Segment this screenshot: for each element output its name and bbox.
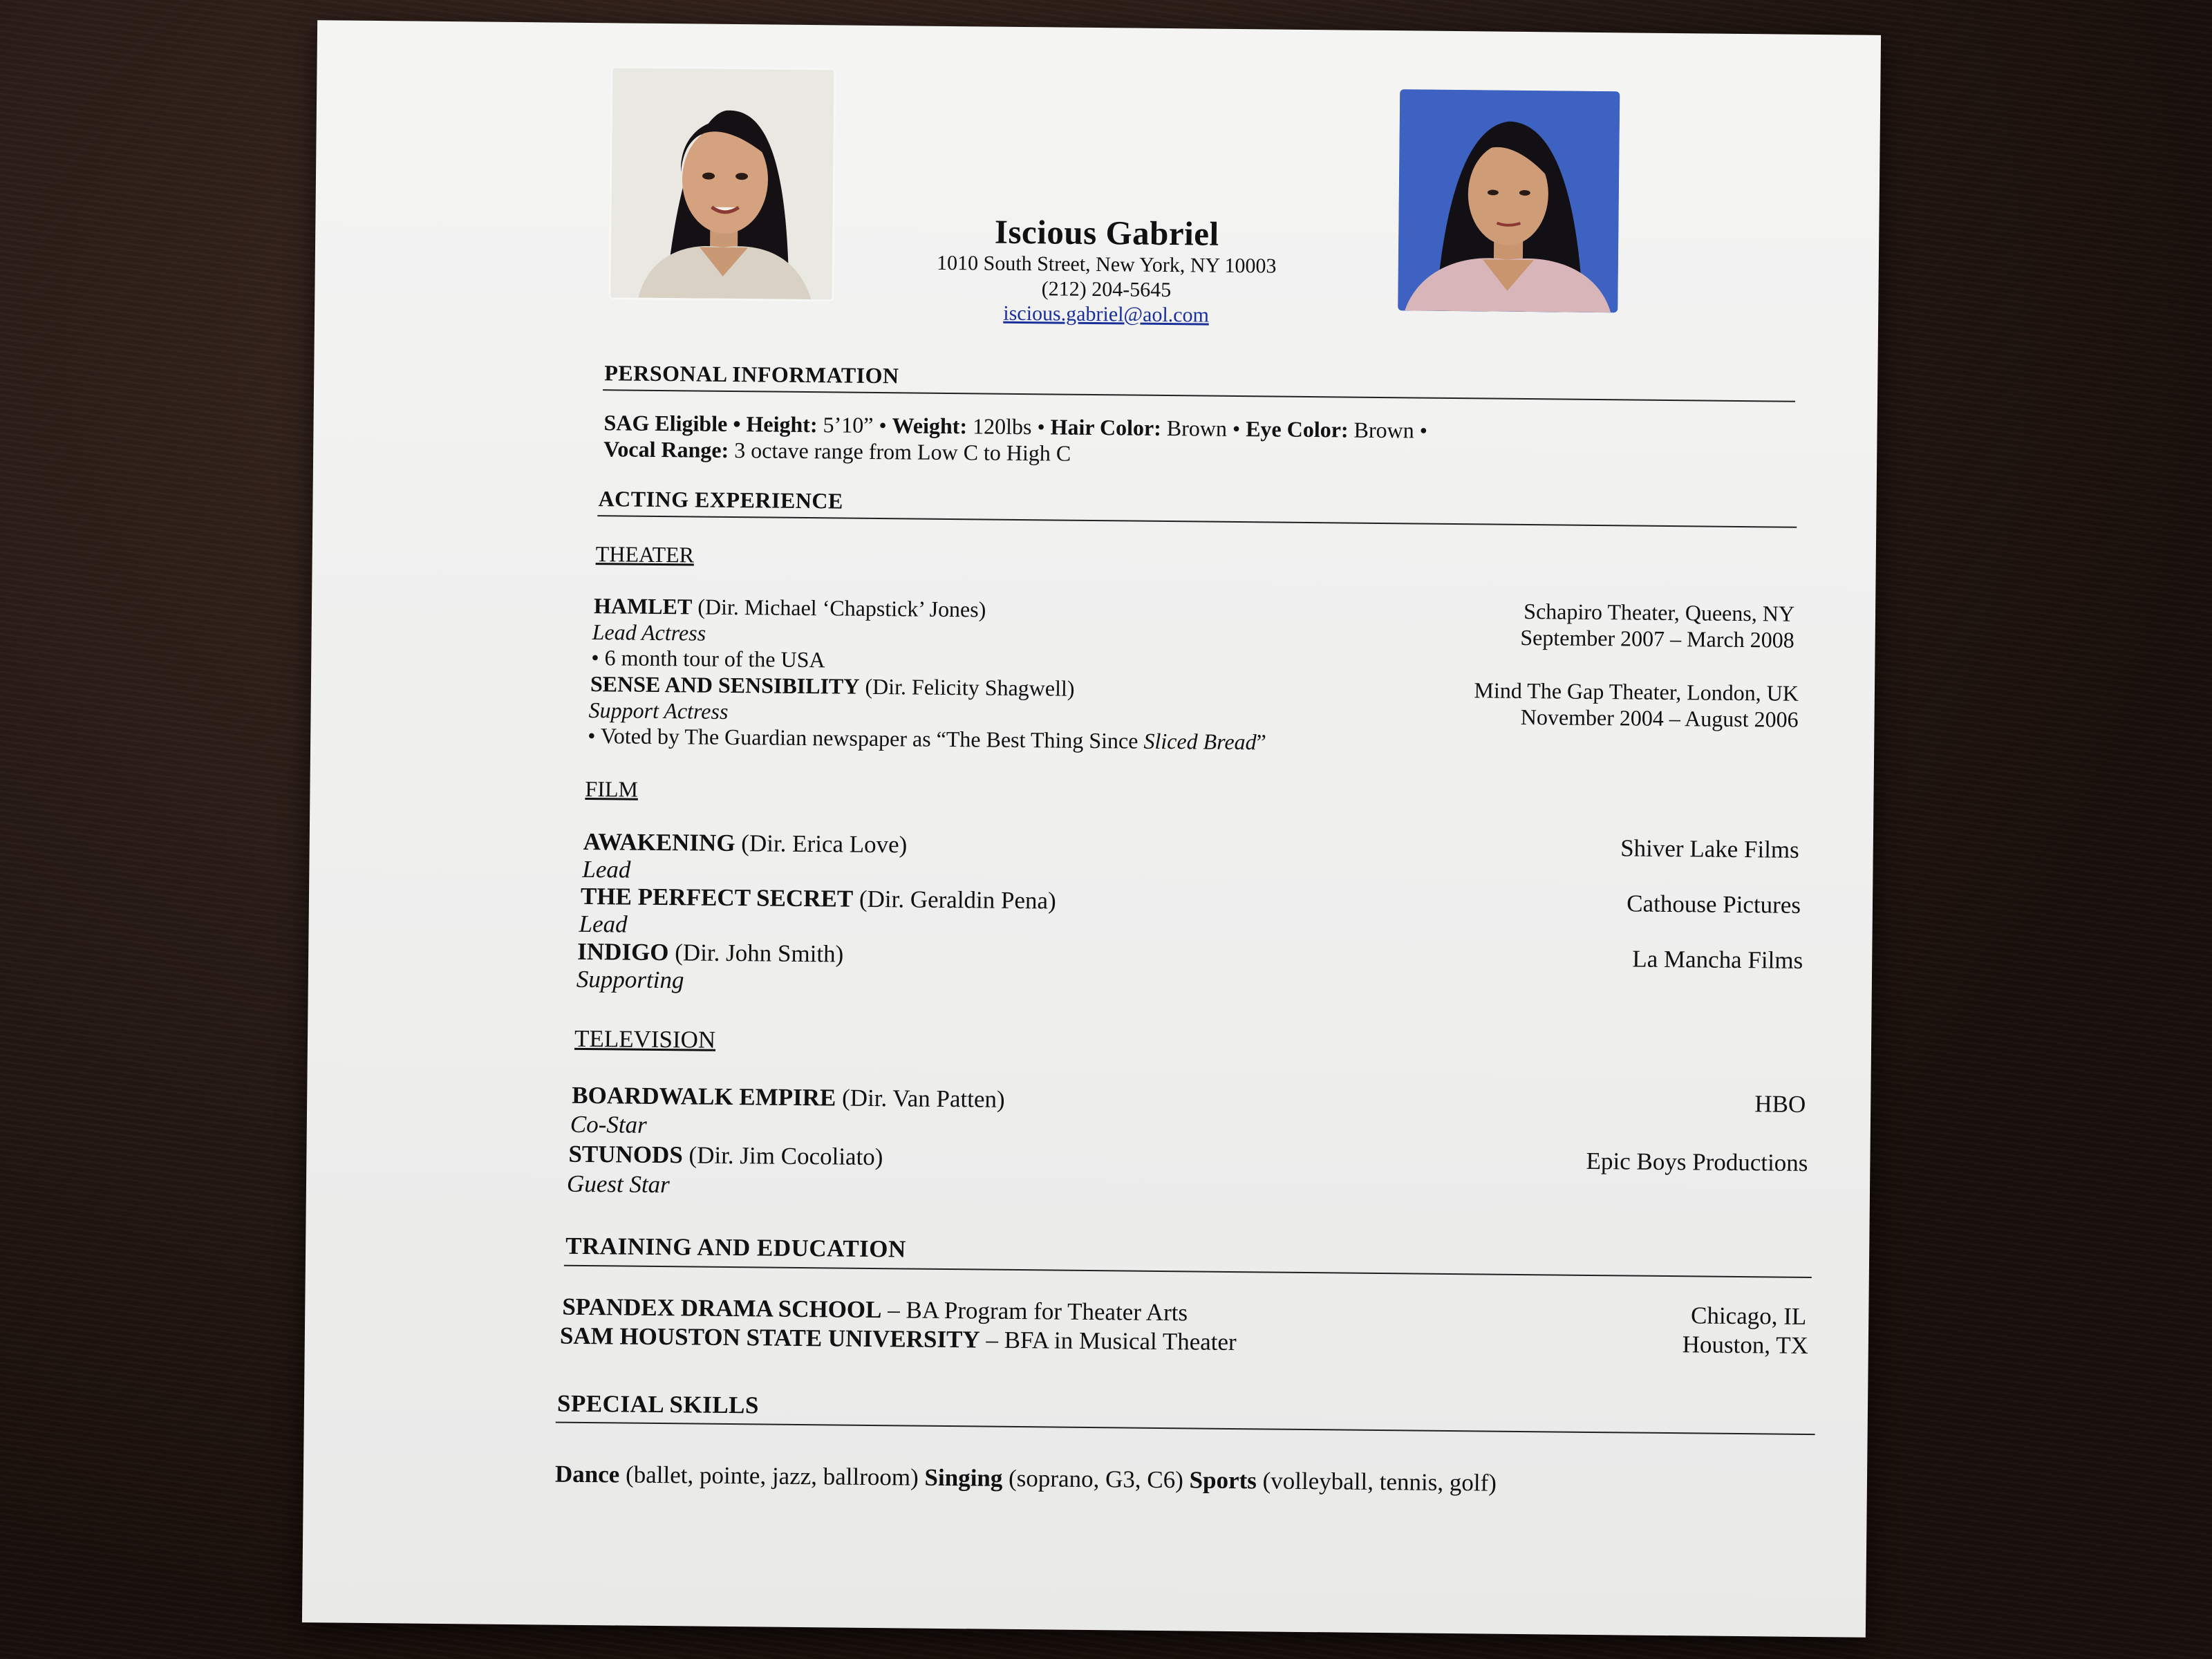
theater-credit-sense-and-sensibility: [590, 671, 1075, 702]
role: Lead Actress: [592, 619, 706, 646]
role: Supporting: [576, 965, 684, 994]
skill-detail: (ballet, pointe, jazz, ballroom): [619, 1461, 925, 1491]
note-italic-text: Sliced Bread: [1143, 728, 1257, 755]
headshot-photo-left: [608, 66, 836, 301]
role: Guest Star: [566, 1170, 670, 1199]
note-closing-quote: ”: [1256, 729, 1267, 755]
school-location: Houston, TX: [1682, 1331, 1809, 1359]
school-name: SPANDEX DRAMA SCHOOL: [562, 1293, 882, 1324]
program: – BA Program for Theater Arts: [881, 1296, 1188, 1327]
headshot-photo-right: [1398, 89, 1620, 312]
production-title: INDIGO: [577, 937, 669, 966]
production-title: STUNODS: [568, 1140, 683, 1169]
subheading-theater: THEATER: [595, 541, 695, 568]
vocal-range-label: Vocal Range:: [603, 436, 729, 462]
production-title: BOARDWALK EMPIRE: [572, 1081, 836, 1112]
school-name: SAM HOUSTON STATE UNIVERSITY: [559, 1322, 980, 1353]
production-title: THE PERFECT SECRET: [580, 882, 854, 912]
role: Co-Star: [570, 1110, 647, 1138]
director: (Dir. Felicity Shagwell): [859, 673, 1075, 701]
section-heading-personal: PERSONAL INFORMATION: [604, 360, 899, 388]
eye-color-label: Eye Color:: [1246, 416, 1349, 442]
note-text: • Voted by The Guardian newspaper as “The Best Thing Since: [588, 722, 1144, 753]
skill-detail: (soprano, G3, C6): [1002, 1464, 1190, 1494]
program: – BFA in Musical Theater: [980, 1326, 1237, 1356]
candidate-name: Iscious Gabriel: [994, 212, 1219, 253]
resume-page: [302, 20, 1881, 1638]
weight-value: 120lbs •: [966, 413, 1051, 440]
sag-height-label: SAG Eligible • Height:: [603, 410, 818, 438]
section-heading-acting: ACTING EXPERIENCE: [598, 486, 844, 514]
credit-note: • 6 month tour of the USA: [591, 645, 825, 673]
vocal-range-line: [603, 436, 1071, 466]
education-entry: [562, 1293, 1188, 1327]
education-entry: [560, 1322, 1237, 1356]
height-value: 5’10” •: [817, 412, 892, 438]
production-title: HAMLET: [593, 593, 693, 619]
section-rule: [556, 1422, 1815, 1435]
director: (Dir. Erica Love): [735, 830, 908, 859]
film-credit: [583, 828, 908, 859]
skill-label: Singing: [924, 1463, 1003, 1492]
section-rule: [564, 1265, 1812, 1278]
production-title: SENSE AND SENSIBILITY: [590, 671, 860, 699]
section-heading-skills: SPECIAL SKILLS: [556, 1389, 760, 1419]
studio: La Mancha Films: [1632, 945, 1803, 974]
film-credit: [581, 883, 1056, 915]
network: HBO: [1754, 1090, 1806, 1118]
email-link[interactable]: iscious.gabriel@aol.com: [1003, 301, 1210, 327]
address: 1010 South Street, New York, NY 10003: [936, 251, 1277, 278]
credit-note: [588, 723, 1266, 755]
studio: Cathouse Pictures: [1627, 890, 1801, 919]
director: (Dir. Van Patten): [836, 1084, 1005, 1113]
headshot-illustration-right: [1398, 89, 1620, 312]
production-title: AWAKENING: [583, 827, 735, 857]
tv-credit: [568, 1141, 883, 1171]
director: (Dir. Geraldin Pena): [853, 885, 1056, 915]
venue: Schapiro Theater, Queens, NY: [1524, 598, 1795, 626]
dates: September 2007 – March 2008: [1520, 624, 1794, 653]
weight-label: Weight:: [892, 413, 968, 439]
hair-color-label: Hair Color:: [1050, 414, 1162, 440]
skill-label: Dance: [554, 1460, 620, 1488]
subheading-film: FILM: [585, 776, 639, 802]
eye-color-value: Brown •: [1348, 417, 1428, 443]
vocal-range-value: 3 octave range from Low C to High C: [729, 437, 1071, 466]
role: Lead: [582, 855, 631, 883]
director: (Dir. John Smith): [668, 939, 844, 968]
venue: Mind The Gap Theater, London, UK: [1474, 677, 1799, 706]
hair-color-value: Brown •: [1161, 415, 1246, 442]
skill-label: Sports: [1189, 1466, 1257, 1494]
tv-credit: [572, 1082, 1005, 1114]
studio: Shiver Lake Films: [1620, 834, 1799, 863]
subheading-television: TELEVISION: [574, 1024, 716, 1053]
special-skills-line: [555, 1461, 1497, 1497]
headshot-illustration-left: [610, 68, 834, 299]
role: Support Actress: [588, 697, 729, 724]
film-credit: [577, 938, 843, 968]
section-rule: [603, 389, 1795, 402]
theater-credit-hamlet: [594, 593, 986, 622]
phone-number: (212) 204-5645: [1041, 277, 1172, 302]
dates: November 2004 – August 2006: [1520, 704, 1799, 732]
section-heading-training: TRAINING AND EDUCATION: [565, 1232, 906, 1263]
skill-detail: (volleyball, tennis, golf): [1256, 1467, 1497, 1497]
section-rule: [597, 515, 1797, 528]
director: (Dir. Jim Cocoliato): [682, 1141, 883, 1171]
role: Lead: [579, 910, 628, 938]
network: Epic Boys Productions: [1586, 1147, 1808, 1177]
director: (Dir. Michael ‘Chapstick’ Jones): [692, 594, 986, 622]
school-location: Chicago, IL: [1690, 1302, 1807, 1330]
